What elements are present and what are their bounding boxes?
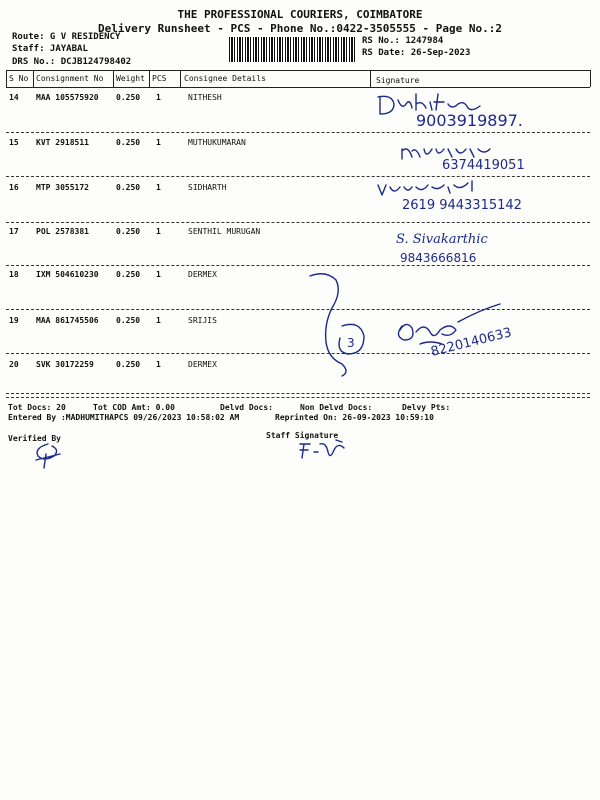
verifier-signature-image xyxy=(30,440,66,470)
signature-image xyxy=(372,135,587,175)
svg-text:8220140633: 8220140633 xyxy=(429,325,514,360)
delivery-points: Delvy Pts: xyxy=(402,403,451,412)
row-consignee: SENTHIL MURUGAN xyxy=(188,227,261,236)
bracket-annotation xyxy=(302,268,382,378)
row-pcs: 1 xyxy=(156,138,161,147)
col-header-consignee: Consignee Details xyxy=(184,74,266,83)
col-header-signature: Signature xyxy=(376,76,420,85)
entered-by: Entered By :MADHUMITHAPCS 09/26/2023 10:58:02 AM xyxy=(8,413,240,422)
row-consignee: DERMEX xyxy=(188,270,217,279)
col-header-consignment: Consignment No xyxy=(36,74,104,83)
row-sno: 18 xyxy=(9,270,19,279)
row-separator xyxy=(6,265,590,266)
svg-text:9003919897.: 9003919897. xyxy=(416,111,523,128)
rs-number: RS No.: 1247984 xyxy=(362,36,444,46)
col-divider xyxy=(33,70,34,87)
row-pcs: 1 xyxy=(156,227,161,236)
row-consignee: NITHESH xyxy=(188,93,222,102)
row-weight: 0.250 xyxy=(116,93,141,102)
col-divider xyxy=(149,70,150,87)
row-separator xyxy=(6,132,590,133)
col-header-weight: Weight xyxy=(116,74,145,83)
col-divider xyxy=(6,70,7,87)
col-divider xyxy=(370,70,371,87)
row-separator xyxy=(6,393,590,394)
col-divider xyxy=(590,70,591,87)
svg-text:2619 9443315142: 2619 9443315142 xyxy=(402,198,522,213)
row-sno: 17 xyxy=(9,227,19,236)
signature-image xyxy=(372,175,587,221)
staff-signature-image xyxy=(296,438,356,464)
verified-by-label: Verified By xyxy=(8,434,61,443)
table-bottom-border xyxy=(6,397,590,398)
row-consignment: KVT 2918511 xyxy=(36,138,89,147)
row-sno: 19 xyxy=(9,316,19,325)
rs-date: RS Date: 26-Sep-2023 xyxy=(362,48,471,58)
row-separator xyxy=(6,353,590,354)
row-sno: 14 xyxy=(9,93,19,102)
col-divider xyxy=(113,70,114,87)
svg-text:3: 3 xyxy=(347,336,355,350)
row-weight: 0.250 xyxy=(116,183,141,192)
row-consignee: SIDHARTH xyxy=(188,183,227,192)
reprinted-on: Reprinted On: 26-09-2023 10:59:10 xyxy=(275,413,434,422)
drs-number: DRS No.: DCJB124798402 xyxy=(12,57,132,67)
col-header-sno: S No xyxy=(9,74,29,83)
signature-image xyxy=(372,225,587,265)
row-pcs: 1 xyxy=(156,93,161,102)
row-weight: 0.250 xyxy=(116,270,141,279)
staff-signature-label: Staff Signature xyxy=(266,431,339,440)
row-separator xyxy=(6,222,590,223)
row-pcs: 1 xyxy=(156,316,161,325)
row-consignee: MUTHUKUMARAN xyxy=(188,138,246,147)
table-top-border xyxy=(6,70,590,71)
col-divider xyxy=(180,70,181,87)
col-header-pcs: PCS xyxy=(152,74,167,83)
row-sno: 20 xyxy=(9,360,19,369)
row-consignee: SRIJIS xyxy=(188,316,217,325)
total-cod-amount: Tot COD Amt: 0.00 xyxy=(93,403,175,412)
svg-text:6374419051: 6374419051 xyxy=(442,158,525,173)
total-docs: Tot Docs: 20 xyxy=(8,403,66,412)
row-pcs: 1 xyxy=(156,183,161,192)
company-name: THE PROFESSIONAL COURIERS, COIMBATORE xyxy=(177,8,423,21)
runsheet-title: Delivery Runsheet - PCS - Phone No.:0422-3505555 - Page No.:2 xyxy=(98,22,502,35)
row-weight: 0.250 xyxy=(116,360,141,369)
row-consignee: DERMEX xyxy=(188,360,217,369)
row-weight: 0.250 xyxy=(116,138,141,147)
row-sno: 16 xyxy=(9,183,19,192)
row-consignment: MAA 861745506 xyxy=(36,316,99,325)
row-weight: 0.250 xyxy=(116,227,141,236)
svg-text:9843666816: 9843666816 xyxy=(400,251,477,265)
row-consignment: SVK 30172259 xyxy=(36,360,94,369)
barcode-image xyxy=(229,37,356,62)
row-consignment: POL 2578381 xyxy=(36,227,89,236)
row-pcs: 1 xyxy=(156,360,161,369)
staff-label: Staff: JAYABAL xyxy=(12,44,88,54)
signature-image xyxy=(390,300,570,360)
row-consignment: IXM 504610230 xyxy=(36,270,99,279)
non-delivered-docs: Non Delvd Docs: xyxy=(300,403,373,412)
row-weight: 0.250 xyxy=(116,316,141,325)
route-label: Route: G V RESIDENCY xyxy=(12,32,121,42)
svg-text:S. Sivakarthic: S. Sivakarthic xyxy=(396,232,488,247)
row-consignment: MAA 105575920 xyxy=(36,93,99,102)
row-sno: 15 xyxy=(9,138,19,147)
row-consignment: MTP 3055172 xyxy=(36,183,89,192)
row-pcs: 1 xyxy=(156,270,161,279)
delivered-docs: Delvd Docs: xyxy=(220,403,273,412)
signature-image xyxy=(372,88,587,128)
